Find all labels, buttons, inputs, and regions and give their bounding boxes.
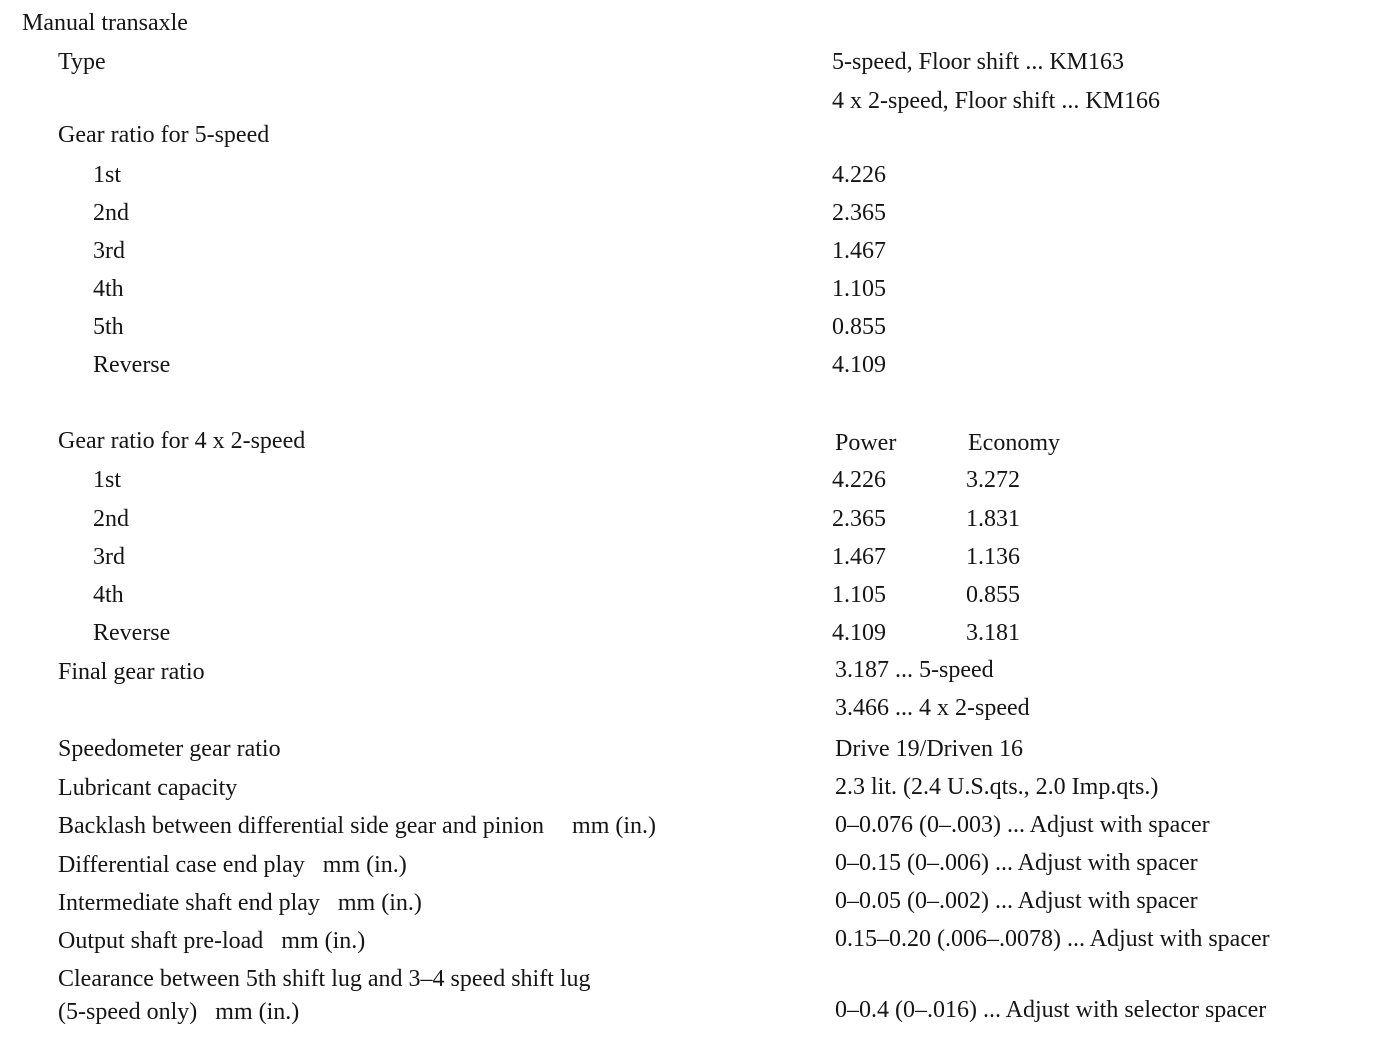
gear4x2-row-gear: 2nd (93, 506, 129, 532)
gear5-row-ratio: 4.226 (832, 162, 886, 188)
gear4x2-row-economy: 0.855 (966, 582, 1020, 608)
clearance-label-line2: (5-speed only) mm (in.) (58, 999, 300, 1025)
spec-value-output-shaft: 0.15–0.20 (.006–.0078) ... Adjust with spacer (835, 926, 1270, 952)
spec-value-lubricant: 2.3 lit. (2.4 U.S.qts., 2.0 Imp.qts.) (835, 774, 1159, 800)
clearance-value: 0–0.4 (0–.016) ... Adjust with selector spacer (835, 997, 1267, 1023)
gear5-row-gear: 4th (93, 276, 124, 302)
spec-value-speedometer: Drive 19/Driven 16 (835, 736, 1023, 762)
gear5-row-ratio: 2.365 (832, 200, 886, 226)
spec-unit: mm (in.) (572, 813, 657, 839)
gear4x2-row-power: 4.109 (832, 620, 886, 646)
final-gear-value-4x2speed: 3.466 ... 4 x 2-speed (835, 695, 1030, 721)
gear4x2-row-power: 1.105 (832, 582, 886, 608)
gear4x2-row-economy: 1.136 (966, 544, 1020, 570)
gear4x2-row-gear: 1st (93, 467, 122, 493)
gear4x2-row-gear: Reverse (93, 620, 171, 646)
gear5-heading: Gear ratio for 5-speed (58, 122, 270, 148)
spec-label-diff-end-play: Differential case end play mm (in.) (58, 852, 407, 878)
gear4x2-row-gear: 4th (93, 582, 124, 608)
gear5-row-ratio: 1.105 (832, 276, 886, 302)
gear5-row-ratio: 1.467 (832, 238, 886, 264)
spec-unit: mm (in.) (281, 928, 366, 954)
gear5-row-gear: 5th (93, 314, 124, 340)
gear4x2-row-power: 1.467 (832, 544, 886, 570)
spec-label-intermediate-shaft: Intermediate shaft end play mm (in.) (58, 890, 422, 916)
gear4x2-col-economy: Economy (968, 430, 1060, 456)
gear4x2-row-gear: 3rd (93, 544, 125, 570)
gear4x2-row-power: 4.226 (832, 467, 886, 493)
gear5-row-gear: 3rd (93, 238, 125, 264)
spec-value-diff-end-play: 0–0.15 (0–.006) ... Adjust with spacer (835, 850, 1198, 876)
spec-unit: mm (in.) (322, 852, 407, 878)
gear4x2-row-economy: 1.831 (966, 506, 1020, 532)
final-gear-label: Final gear ratio (58, 659, 205, 685)
final-gear-value-5speed: 3.187 ... 5-speed (835, 657, 994, 683)
spec-value-intermediate-shaft: 0–0.05 (0–.002) ... Adjust with spacer (835, 888, 1198, 914)
gear5-row-ratio: 4.109 (832, 352, 886, 378)
clearance-label-line1: Clearance between 5th shift lug and 3–4 speed shift lug (58, 966, 591, 992)
spec-label-backlash: Backlash between differential side gear and pinion mm (in.) (58, 813, 657, 839)
spec-value-backlash: 0–0.076 (0–.003) ... Adjust with spacer (835, 812, 1210, 838)
gear4x2-row-economy: 3.272 (966, 467, 1020, 493)
gear5-row-ratio: 0.855 (832, 314, 886, 340)
gear4x2-row-economy: 3.181 (966, 620, 1020, 646)
gear4x2-row-power: 2.365 (832, 506, 886, 532)
section-title: Manual transaxle (22, 10, 188, 36)
gear5-row-gear: 1st (93, 162, 122, 188)
spec-label-speedometer: Speedometer gear ratio (58, 736, 281, 762)
gear5-row-gear: Reverse (93, 352, 171, 378)
spec-label-lubricant: Lubricant capacity (58, 775, 238, 801)
spec-unit: mm (in.) (337, 890, 422, 916)
type-label: Type (58, 49, 106, 75)
gear4x2-heading: Gear ratio for 4 x 2-speed (58, 428, 306, 454)
spec-label-output-shaft: Output shaft pre-load mm (in.) (58, 928, 366, 954)
type-value-4x2speed: 4 x 2-speed, Floor shift ... KM166 (832, 88, 1160, 114)
spec-unit: mm (in.) (215, 999, 300, 1025)
gear5-row-gear: 2nd (93, 200, 129, 226)
gear4x2-col-power: Power (835, 430, 897, 456)
type-value-5speed: 5-speed, Floor shift ... KM163 (832, 49, 1124, 75)
